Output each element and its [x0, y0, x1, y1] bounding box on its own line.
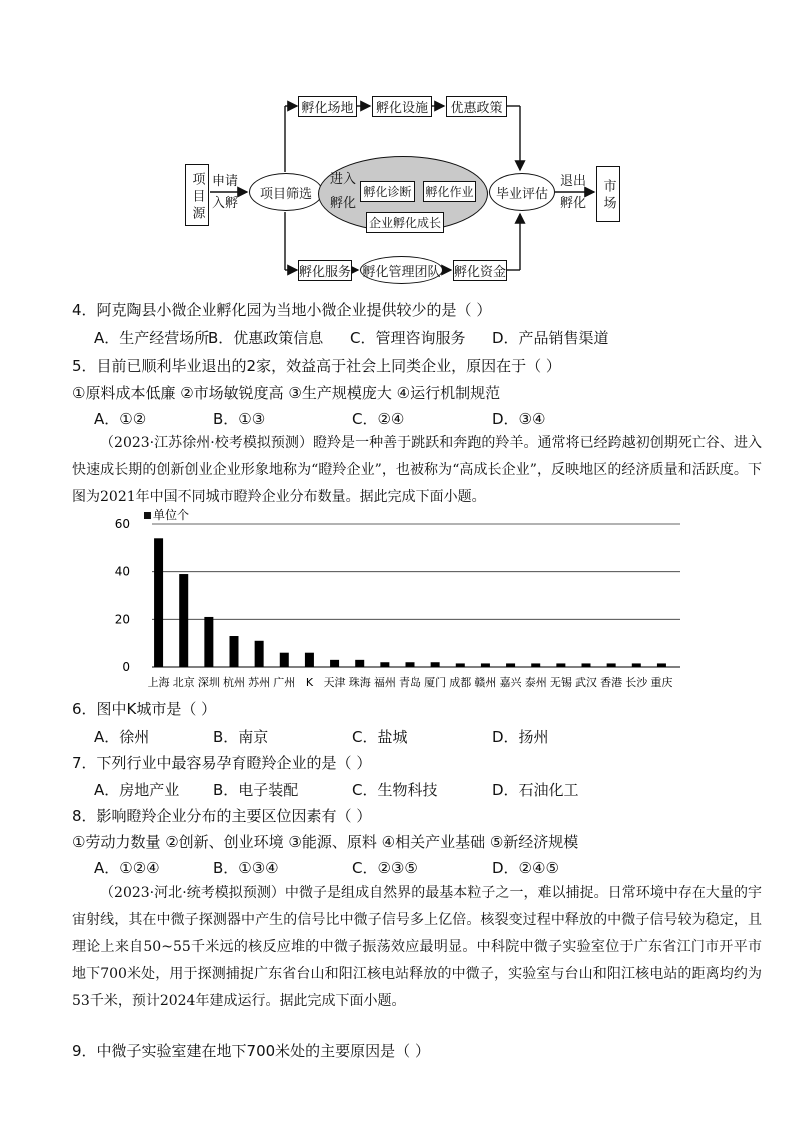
- q7-option-d[interactable]: D．石油化工: [492, 781, 579, 799]
- bar-珠海: [355, 660, 364, 667]
- x-tick-label: 泰州: [524, 676, 547, 689]
- incubation-fund-box: 孵化资金: [453, 260, 507, 281]
- incubation-work-box: 孵化作业: [423, 181, 476, 202]
- enter-label-2: 孵化: [330, 196, 357, 211]
- bar-泰州: [531, 663, 540, 667]
- market-box: 市场: [596, 166, 620, 222]
- q4-stem: 4．阿克陶县小微企业孵化园为当地小微企业提供较少的是（ ）: [72, 301, 492, 319]
- x-tick-label: 长沙: [625, 676, 648, 689]
- q6-option-b[interactable]: B．南京: [213, 728, 269, 746]
- q7-option-a[interactable]: A．房地产业: [94, 781, 180, 799]
- q5-items: ①原料成本低廉 ②市场敏锐度高 ③生产规模庞大 ④运行机制规范: [72, 384, 501, 402]
- project-screening-node: 项目筛选: [249, 173, 323, 211]
- management-team-node: 孵化管理团队: [360, 256, 443, 284]
- q8-option-a[interactable]: A．①②④: [94, 859, 160, 877]
- bar-广州: [280, 653, 289, 667]
- apply-label-2: 入孵: [212, 196, 239, 211]
- q9-stem: 9．中微子实验室建在地下700米处的主要原因是（ ）: [72, 1042, 430, 1060]
- exit-label-2: 孵化: [560, 196, 587, 211]
- x-tick-label: 重庆: [650, 676, 673, 689]
- x-tick-label: 深圳: [197, 676, 220, 689]
- x-tick-label: 武汉: [575, 676, 597, 689]
- q8-stem: 8．影响瞪羚企业分布的主要区位因素有（ ）: [72, 807, 372, 825]
- bar-重庆: [657, 663, 666, 667]
- bar-青岛: [406, 662, 415, 667]
- x-tick-label: 广州: [273, 676, 296, 689]
- incubation-diagnosis-box: 孵化诊断: [360, 181, 415, 202]
- incubation-facility-box: 孵化设施: [372, 96, 432, 117]
- x-tick-label: 苏州: [248, 676, 271, 689]
- bar-苏州: [255, 641, 264, 667]
- q4-option-c[interactable]: C．管理咨询服务: [350, 329, 466, 347]
- apply-label-1: 申请: [212, 174, 239, 189]
- y-tick-label: 0: [122, 660, 130, 674]
- flow-connectors: [0, 0, 800, 290]
- incubation-service-box: 孵化服务: [298, 260, 352, 281]
- q5-stem: 5．目前已顺利毕业退出的2家，效益高于社会上同类企业，原因在于（ ）: [72, 357, 561, 375]
- q5-option-b[interactable]: B．①③: [213, 410, 266, 428]
- bar-深圳: [204, 617, 213, 667]
- bar-嘉兴: [506, 663, 515, 667]
- bar-杭州: [230, 636, 239, 667]
- neutrino-intro-text: （2023·河北·统考模拟预测）中微子是组成自然界的最基本粒子之一，难以捕捉。日常环境中存在大量的宇宙射线，其在中微子探测器中产生的信号比中微子信号多上亿倍。核裂变过程中释放的中微子信号较为稳定，且理论上来自50~55千米远的核反应堆的中微子振荡效应最明显。中科院中微子实验室位于广东省江门市开平市地下700米处，用于探测捕捉广东省台山和阳江核电站释放的中微子，实验室与台山和阳江核电站的距离均约为53千米，预计2024年建成运行。据此完成下面小题。: [72, 885, 762, 1009]
- incubation-site-box: 孵化场地: [298, 96, 357, 117]
- bar-福州: [380, 662, 389, 667]
- x-tick-label: 厦门: [424, 676, 447, 689]
- legend-swatch: [144, 512, 151, 519]
- x-tick-label: 香港: [600, 676, 623, 689]
- x-tick-label: 无锡: [549, 676, 572, 689]
- x-tick-label: 杭州: [223, 676, 245, 689]
- q7-option-b[interactable]: B．电子装配: [213, 781, 299, 799]
- q7-option-c[interactable]: C．生物科技: [352, 781, 438, 799]
- q6-option-d[interactable]: D．扬州: [492, 728, 549, 746]
- gazelle-intro-paragraph: [72, 430, 762, 511]
- bar-天津: [330, 660, 339, 667]
- bar-武汉: [582, 663, 591, 667]
- q6-option-c[interactable]: C．盐城: [352, 728, 408, 746]
- bar-长沙: [632, 663, 641, 667]
- y-tick-label: 20: [114, 612, 130, 627]
- preferential-policy-box: 优惠政策: [446, 96, 507, 117]
- q8-option-d[interactable]: D．②④⑤: [492, 859, 559, 877]
- x-tick-label: 上海: [147, 676, 170, 689]
- q4-option-b[interactable]: B．优惠政策信息: [208, 329, 324, 347]
- project-source-box: 项目源: [185, 164, 209, 226]
- x-tick-label: 赣州: [474, 676, 497, 689]
- gazelle-bar-chart: [110, 506, 690, 696]
- q5-option-a[interactable]: A．①②: [94, 410, 147, 428]
- x-tick-label: 嘉兴: [499, 676, 522, 689]
- bar-北京: [179, 574, 188, 667]
- gazelle-intro-text: （2023·江苏徐州·校考模拟预测）瞪羚是一种善于跳跃和奔跑的羚羊。通常将已经跨越初创期死亡谷、进入快速成长期的创新创业企业形象地称为“瞪羚企业”，也被称为“高成长企业”，反映地区的经济质量和活跃度。下图为2021年中国不同城市瞪羚企业分布数量。据此完成下面小题。: [72, 435, 762, 505]
- x-tick-label: 成都: [449, 676, 472, 689]
- incubation-flow-diagram: [0, 0, 800, 290]
- neutrino-intro-paragraph: [72, 880, 762, 1015]
- q8-option-c[interactable]: C．②③⑤: [352, 859, 418, 877]
- bar-香港: [607, 663, 616, 667]
- exit-label-1: 退出: [560, 174, 587, 189]
- q5-option-d[interactable]: D．③④: [492, 410, 546, 428]
- x-tick-label: 北京: [172, 676, 195, 689]
- y-tick-label: 60: [114, 517, 130, 531]
- bar-上海: [154, 538, 163, 667]
- q7-stem: 7．下列行业中最容易孕育瞪羚企业的是（ ）: [72, 754, 372, 772]
- bar-厦门: [431, 662, 440, 667]
- bar-K: [305, 653, 314, 667]
- x-tick-label: 珠海: [348, 676, 371, 689]
- x-tick-label: 青岛: [399, 676, 421, 689]
- x-tick-label: K: [305, 676, 314, 689]
- bar-成都: [456, 663, 465, 667]
- gazelle-chart-svg: [110, 506, 690, 696]
- y-tick-label: 40: [114, 564, 130, 579]
- legend-label: 单位个: [153, 508, 190, 522]
- q4-option-a[interactable]: A．生产经营场所: [94, 329, 210, 347]
- q5-option-c[interactable]: C．②④: [352, 410, 405, 428]
- x-tick-label: 天津: [323, 676, 346, 689]
- q8-option-b[interactable]: B．①③④: [213, 859, 279, 877]
- enter-label-1: 进入: [330, 172, 357, 187]
- bar-赣州: [481, 663, 490, 667]
- q6-stem: 6．图中K城市是（ ）: [72, 700, 217, 718]
- q6-option-a[interactable]: A．徐州: [94, 728, 150, 746]
- q8-items: ①劳动力数量 ②创新、创业环境 ③能源、原料 ④相关产业基础 ⑤新经济规模: [72, 833, 579, 851]
- q4-option-d[interactable]: D．产品销售渠道: [492, 329, 609, 347]
- bar-无锡: [556, 663, 565, 667]
- x-tick-label: 福州: [373, 676, 396, 689]
- enterprise-growth-box: 企业孵化成长: [366, 212, 444, 233]
- graduation-evaluation-node: 毕业评估: [489, 173, 555, 211]
